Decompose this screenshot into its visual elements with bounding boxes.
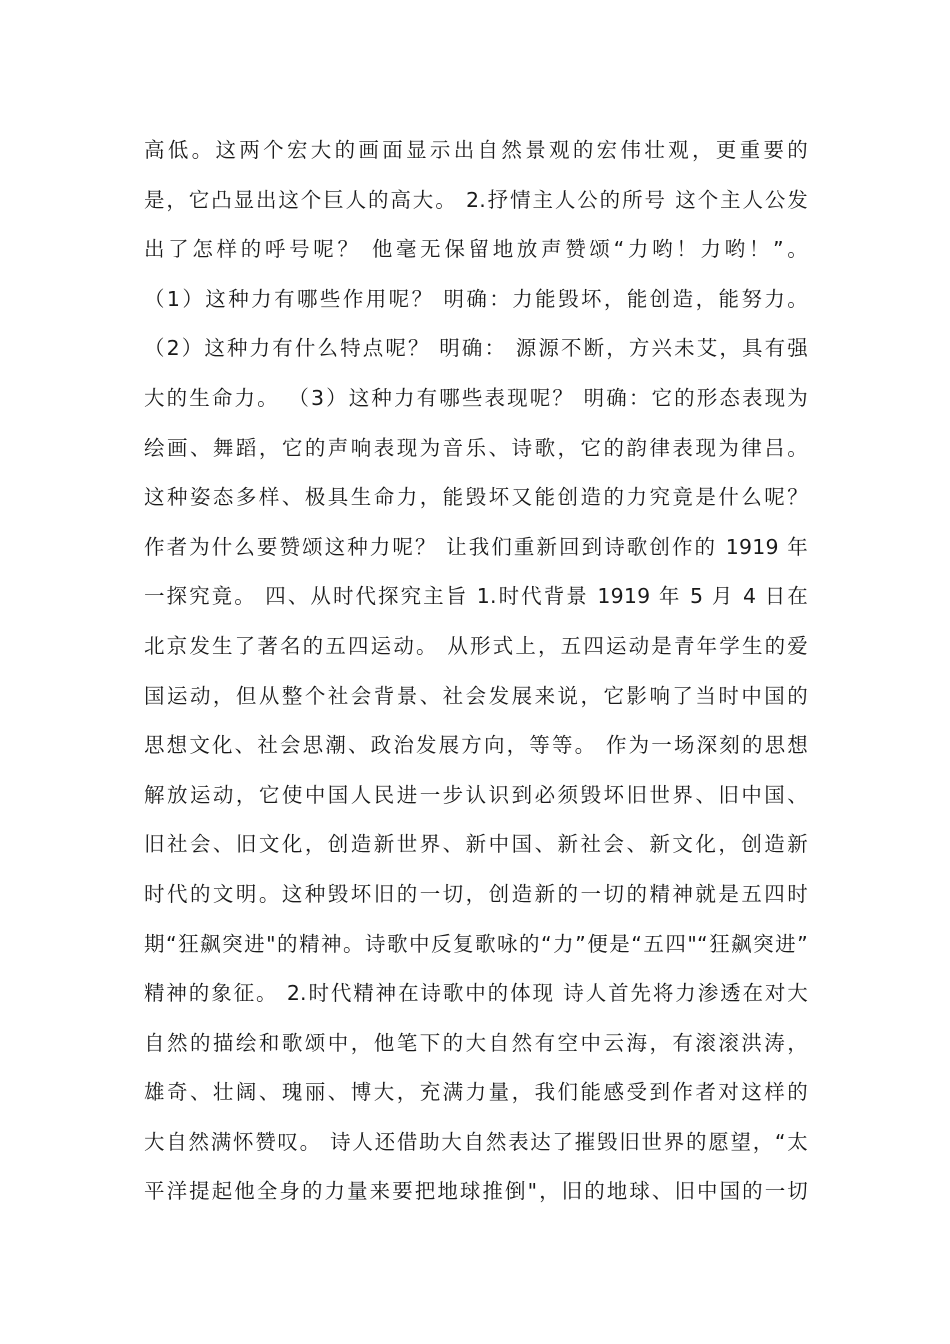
text-line: 国运动，但从整个社会背景、社会发展来说，它影响了当时中国的 xyxy=(144,683,808,708)
text-line: （2）这种力有什么特点呢？ 明确： 源源不断，方兴未艾，具有强 xyxy=(144,336,808,361)
text-line: 时代的文明。这种毁坏旧的一切，创造新的一切的精神就是五四时 xyxy=(144,881,808,906)
text-line: 大自然满怀赞叹。 诗人还借助大自然表达了摧毁旧世界的愿望，“太 xyxy=(144,1129,808,1154)
text-line: 一探究竟。 四、从时代探究主旨 1.时代背景 1919 年 5 月 4 日在 xyxy=(144,584,808,609)
text-line: 大的生命力。 （3）这种力有哪些表现呢？ 明确：它的形态表现为 xyxy=(144,385,808,410)
body-text xyxy=(144,126,808,1217)
text-line: 旧社会、旧文化，创造新世界、新中国、新社会、新文化，创造新 xyxy=(144,832,808,857)
text-line: 精神的象征。 2.时代精神在诗歌中的体现 诗人首先将力渗透在对大 xyxy=(144,981,808,1006)
text-line: 高低。这两个宏大的画面显示出自然景观的宏伟壮观，更重要的 xyxy=(144,138,808,162)
text-line: 自然的描绘和歌颂中，他笔下的大自然有空中云海，有滚滚洪涛， xyxy=(144,1030,808,1055)
text-line: 出了怎样的呼号呢？ 他毫无保留地放声赞颂“力哟！力哟！”。 xyxy=(144,237,808,262)
text-line: （1）这种力有哪些作用呢？ 明确：力能毁坏，能创造，能努力。 xyxy=(144,286,808,311)
text-line: 是，它凸显出这个巨人的高大。 2.抒情主人公的所号 这个主人公发 xyxy=(144,187,808,212)
text-line: 解放运动，它使中国人民进一步认识到必须毁坏旧世界、旧中国、 xyxy=(144,782,808,807)
text-line: 期“狂飙突进"的精神。诗歌中反复歌咏的“力”便是“五四"“狂飙突进” xyxy=(144,931,808,956)
text-line: 平洋提起他全身的力量来要把地球推倒"，旧的地球、旧中国的一切 xyxy=(144,1179,808,1204)
text-line: 作者为什么要赞颂这种力呢？ 让我们重新回到诗歌创作的 1919 年 xyxy=(144,534,808,559)
text-line: 雄奇、壮阔、瑰丽、博大，充满力量，我们能感受到作者对这样的 xyxy=(144,1080,808,1105)
text-line: 这种姿态多样、极具生命力，能毁坏又能创造的力究竟是什么呢？ xyxy=(144,485,808,510)
text-line: 思想文化、社会思潮、政治发展方向，等等。 作为一场深刻的思想 xyxy=(144,733,808,758)
text-line: 绘画、舞蹈，它的声响表现为音乐、诗歌，它的韵律表现为律吕。 xyxy=(144,435,808,460)
text-line: 北京发生了著名的五四运动。 从形式上，五四运动是青年学生的爱 xyxy=(144,633,808,658)
